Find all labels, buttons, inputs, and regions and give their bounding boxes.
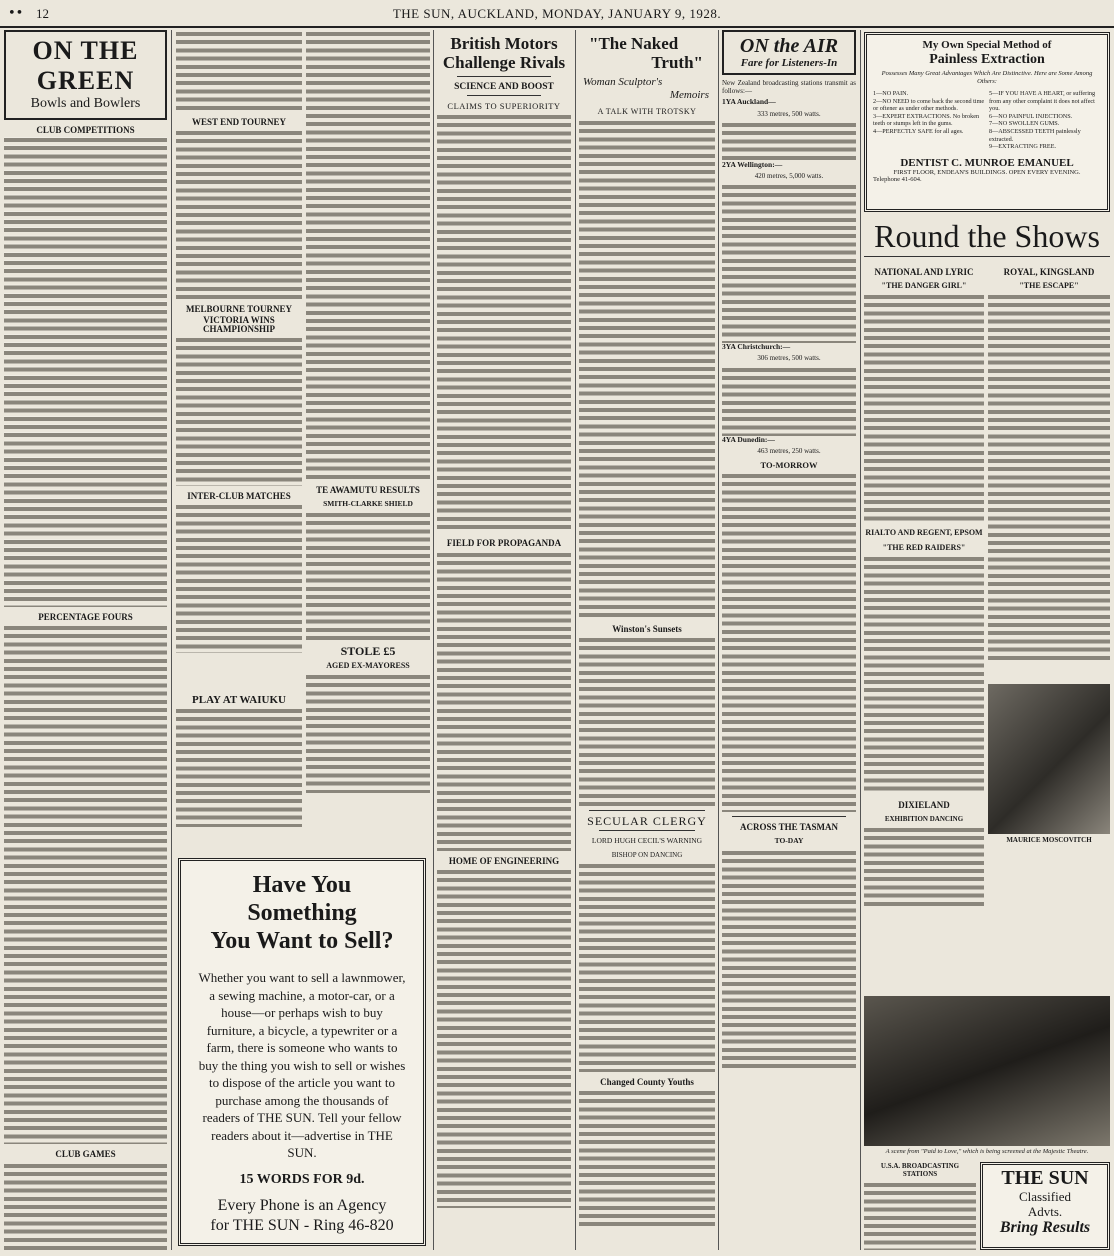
section-heading: SECULAR CLERGY — [587, 814, 707, 829]
station-name: 2YA Wellington:— — [722, 159, 783, 169]
section-heading: SMITH-CLARKE SHIELD — [323, 499, 413, 509]
station-name: 1YA Auckland— — [722, 97, 776, 107]
radio-tomorrow: TO-MORROW — [760, 460, 818, 471]
body-text — [176, 30, 302, 112]
dentist-name: DENTIST C. MUNROE EMANUEL — [900, 156, 1074, 169]
section-heading: BISHOP ON DANCING — [611, 850, 683, 859]
naked-sub2: Memoirs — [669, 89, 709, 101]
section-heading: VICTORIA WINS CHAMPIONSHIP — [203, 315, 275, 334]
body-text — [306, 511, 430, 641]
body-text — [437, 551, 571, 851]
body-text — [176, 129, 302, 299]
station-name: 4YA Dunedin:— — [722, 434, 775, 444]
naked-heading1: "The Naked — [589, 34, 679, 53]
section-heading: AGED EX-MAYORESS — [326, 660, 410, 670]
dentist-title2: Painless Extraction — [929, 52, 1045, 67]
bowls-heading-box — [4, 30, 167, 120]
bowls-heading: ON THE GREEN — [32, 36, 139, 95]
classified-line3: Advts. — [1027, 1204, 1063, 1219]
body-text — [176, 707, 302, 827]
body-text — [722, 366, 856, 436]
shows-heading: Round the Shows — [874, 218, 1100, 254]
dentist-point: 6—NO PAINFUL INJECTIONS. — [989, 112, 1073, 120]
dentist-points — [873, 90, 1101, 151]
body-text — [579, 119, 715, 619]
masthead — [0, 0, 1114, 28]
section-heading: WEST END TOURNEY — [191, 117, 287, 127]
section-heading: "THE ESCAPE" — [1019, 281, 1079, 291]
dentist-advert — [864, 32, 1110, 212]
dentist-point: 9—EXTRACTING FREE. — [989, 143, 1057, 151]
dentist-point: 5—IF YOU HAVE A HEART, or suffering from any other complaint it does not affect you. — [989, 90, 1096, 113]
results-column — [306, 30, 430, 850]
motors-sub1: SCIENCE AND BOOST — [454, 82, 554, 92]
section-heading: LORD HUGH CECIL'S WARNING — [591, 835, 703, 845]
body-text — [864, 826, 984, 906]
bowls-subheading: Bowls and Bowlers — [30, 96, 141, 111]
section-heading: DIXIELAND — [898, 799, 950, 810]
radio-column — [722, 30, 856, 1252]
sell-ad-price: 15 WORDS FOR 9d. — [239, 1171, 365, 1187]
dentist-point: 8—ABSCESSED TEETH painlessly extracted. — [989, 127, 1081, 143]
body-text — [4, 624, 167, 1144]
classified-line1: THE SUN — [1001, 1167, 1089, 1189]
sell-ad-footer2: for THE SUN - Ring 46-820 — [210, 1216, 394, 1234]
body-text — [579, 1089, 715, 1229]
body-text — [988, 293, 1110, 663]
dentist-points-right — [989, 90, 1101, 151]
paid-to-love-photo — [864, 996, 1110, 1146]
dentist-points-left — [873, 90, 985, 151]
section-heading: INTER-CLUB MATCHES — [187, 490, 291, 501]
classified-advert — [980, 1162, 1110, 1250]
dentist-subtitle: Possesses Many Great Advantages Which Are Distinctive. Here are Some Among Others: — [881, 70, 1093, 85]
sell-ad-footer1: Every Phone is an Agency — [217, 1196, 387, 1214]
photo2-caption: A scene from "Paid to Love," which is being screened at the Majestic Theatre. — [885, 1148, 1089, 1155]
station-freq: 463 metres, 250 watts. — [757, 446, 821, 455]
station-freq: 333 metres, 500 watts. — [757, 109, 821, 118]
sell-advert — [178, 858, 426, 1246]
radio-heading2: Fare for Listeners-In — [740, 57, 838, 69]
body-text — [437, 868, 571, 1208]
section-heading: PLAY AT WAIUKU — [192, 694, 286, 706]
dentist-title1: My Own Special Method of — [922, 39, 1052, 51]
sell-ad-body: Whether you want to sell a lawnmower, a sewing machine, a motor-car, or a house—or perhaps wish to buy furniture, a bicycle, a typewriter or a farm, there is someone who wants to buy the thing you wish to sell or wishes to dispose of the article you want to purchase among the thousands of readers of THE SUN. Tell your fellow readers about it—advertise in THE SUN. — [198, 970, 406, 1160]
radio-heading-box — [722, 30, 856, 75]
photo1-caption: MAURICE MOSCOVITCH — [1006, 836, 1092, 844]
motors-column — [437, 30, 571, 1252]
body-text — [864, 293, 984, 523]
station-freq: 420 metres, 5,000 watts. — [754, 172, 824, 181]
radio-heading1: ON the AIR — [739, 35, 839, 57]
motors-heading2: Challenge Rivals — [442, 53, 566, 72]
page-number: 12 — [36, 6, 49, 21]
body-text — [306, 673, 430, 793]
section-heading: Changed County Youths — [600, 1077, 694, 1088]
motors-sub2: CLAIMS TO SUPERIORITY — [447, 101, 561, 112]
moscovitch-photo — [988, 684, 1110, 834]
radio-intro: New Zealand broadcasting stations transmit as follows:— — [722, 79, 856, 96]
section-heading: FIELD FOR PROPAGANDA — [446, 538, 562, 549]
dentist-address: FIRST FLOOR, ENDEAN'S BUILDINGS. OPEN EVERY EVENING. — [893, 168, 1081, 176]
masthead-marks: •• — [8, 6, 24, 21]
sell-ad-line1: Have You Something — [247, 872, 357, 926]
body-text — [864, 1181, 976, 1250]
section-heading: "THE RED RAIDERS" — [882, 542, 966, 552]
section-heading: STOLE £5 — [340, 644, 396, 659]
body-text — [306, 30, 430, 480]
dentist-point: 3—EXPERT EXTRACTIONS. No broken teeth or stumps left in the gums. — [873, 112, 980, 128]
waiuku-block — [176, 690, 302, 850]
masthead-title: THE SUN, AUCKLAND, MONDAY, JANUARY 9, 1928. — [392, 6, 722, 21]
body-text — [4, 1162, 167, 1252]
body-text — [176, 503, 302, 653]
naked-sub1: Woman Sculptor's — [583, 76, 663, 88]
classified-line2: Classified — [1019, 1189, 1071, 1204]
section-heading: U.S.A. BROADCASTING STATIONS — [880, 1162, 960, 1179]
section-heading: "THE DANGER GIRL" — [881, 281, 967, 291]
section-heading: PERCENTAGE FOURS — [38, 612, 133, 623]
body-text — [864, 555, 984, 795]
body-text — [176, 336, 302, 486]
section-heading: MELBOURNE TOURNEY — [186, 304, 292, 315]
section-heading: EXHIBITION DANCING — [884, 815, 964, 824]
section-heading: TE AWAMUTU RESULTS — [316, 485, 420, 495]
body-text — [722, 472, 856, 812]
section-heading: RIALTO AND REGENT, EPSOM — [865, 528, 983, 538]
section-heading: HOME OF ENGINEERING — [448, 855, 560, 866]
dentist-point: 2—NO NEED to come back the second time or oftener as under other methods. — [873, 97, 985, 113]
body-text — [437, 113, 571, 533]
shows-right-column — [988, 262, 1110, 682]
section-heading: NATIONAL AND LYRIC — [874, 267, 974, 277]
naked-heading2: Truth" — [651, 53, 703, 72]
shows-left-column — [864, 262, 984, 992]
sell-ad-line2: You Want to Sell? — [210, 928, 394, 954]
body-text — [4, 137, 167, 607]
station-freq: 306 metres, 500 watts. — [757, 354, 821, 363]
body-text — [722, 849, 856, 1069]
section-heading: Winston's Sunsets — [612, 624, 682, 635]
sculptor-column — [579, 30, 715, 1252]
dentist-phone: Telephone 41-604. — [873, 175, 922, 183]
section-heading: ROYAL, KINGSLAND — [1003, 267, 1095, 277]
motors-heading1: British Motors — [450, 34, 558, 53]
body-text — [579, 862, 715, 1072]
body-text — [579, 636, 715, 806]
body-text — [722, 121, 856, 161]
usa-stations — [864, 1162, 976, 1250]
dentist-point: 4—PERFECTLY SAFE for all ages. — [873, 127, 964, 135]
station-name: 3YA Christchurch:— — [722, 342, 791, 352]
naked-sub3: A TALK WITH TROTSKY — [597, 107, 697, 116]
bowls-column — [4, 30, 167, 1252]
section-heading: CLUB GAMES — [55, 1149, 116, 1160]
classified-line4: Bring Results — [999, 1219, 1091, 1236]
section-heading: CLUB COMPETITIONS — [36, 125, 135, 135]
dentist-point: 7—NO SWOLLEN GUMS. — [989, 120, 1060, 128]
body-text — [722, 183, 856, 343]
radio-tasman: ACROSS THE TASMAN — [739, 822, 839, 833]
dentist-point: 1—NO PAIN. — [873, 90, 909, 97]
tourney-column — [176, 30, 302, 670]
radio-today: TO-DAY — [774, 836, 804, 846]
